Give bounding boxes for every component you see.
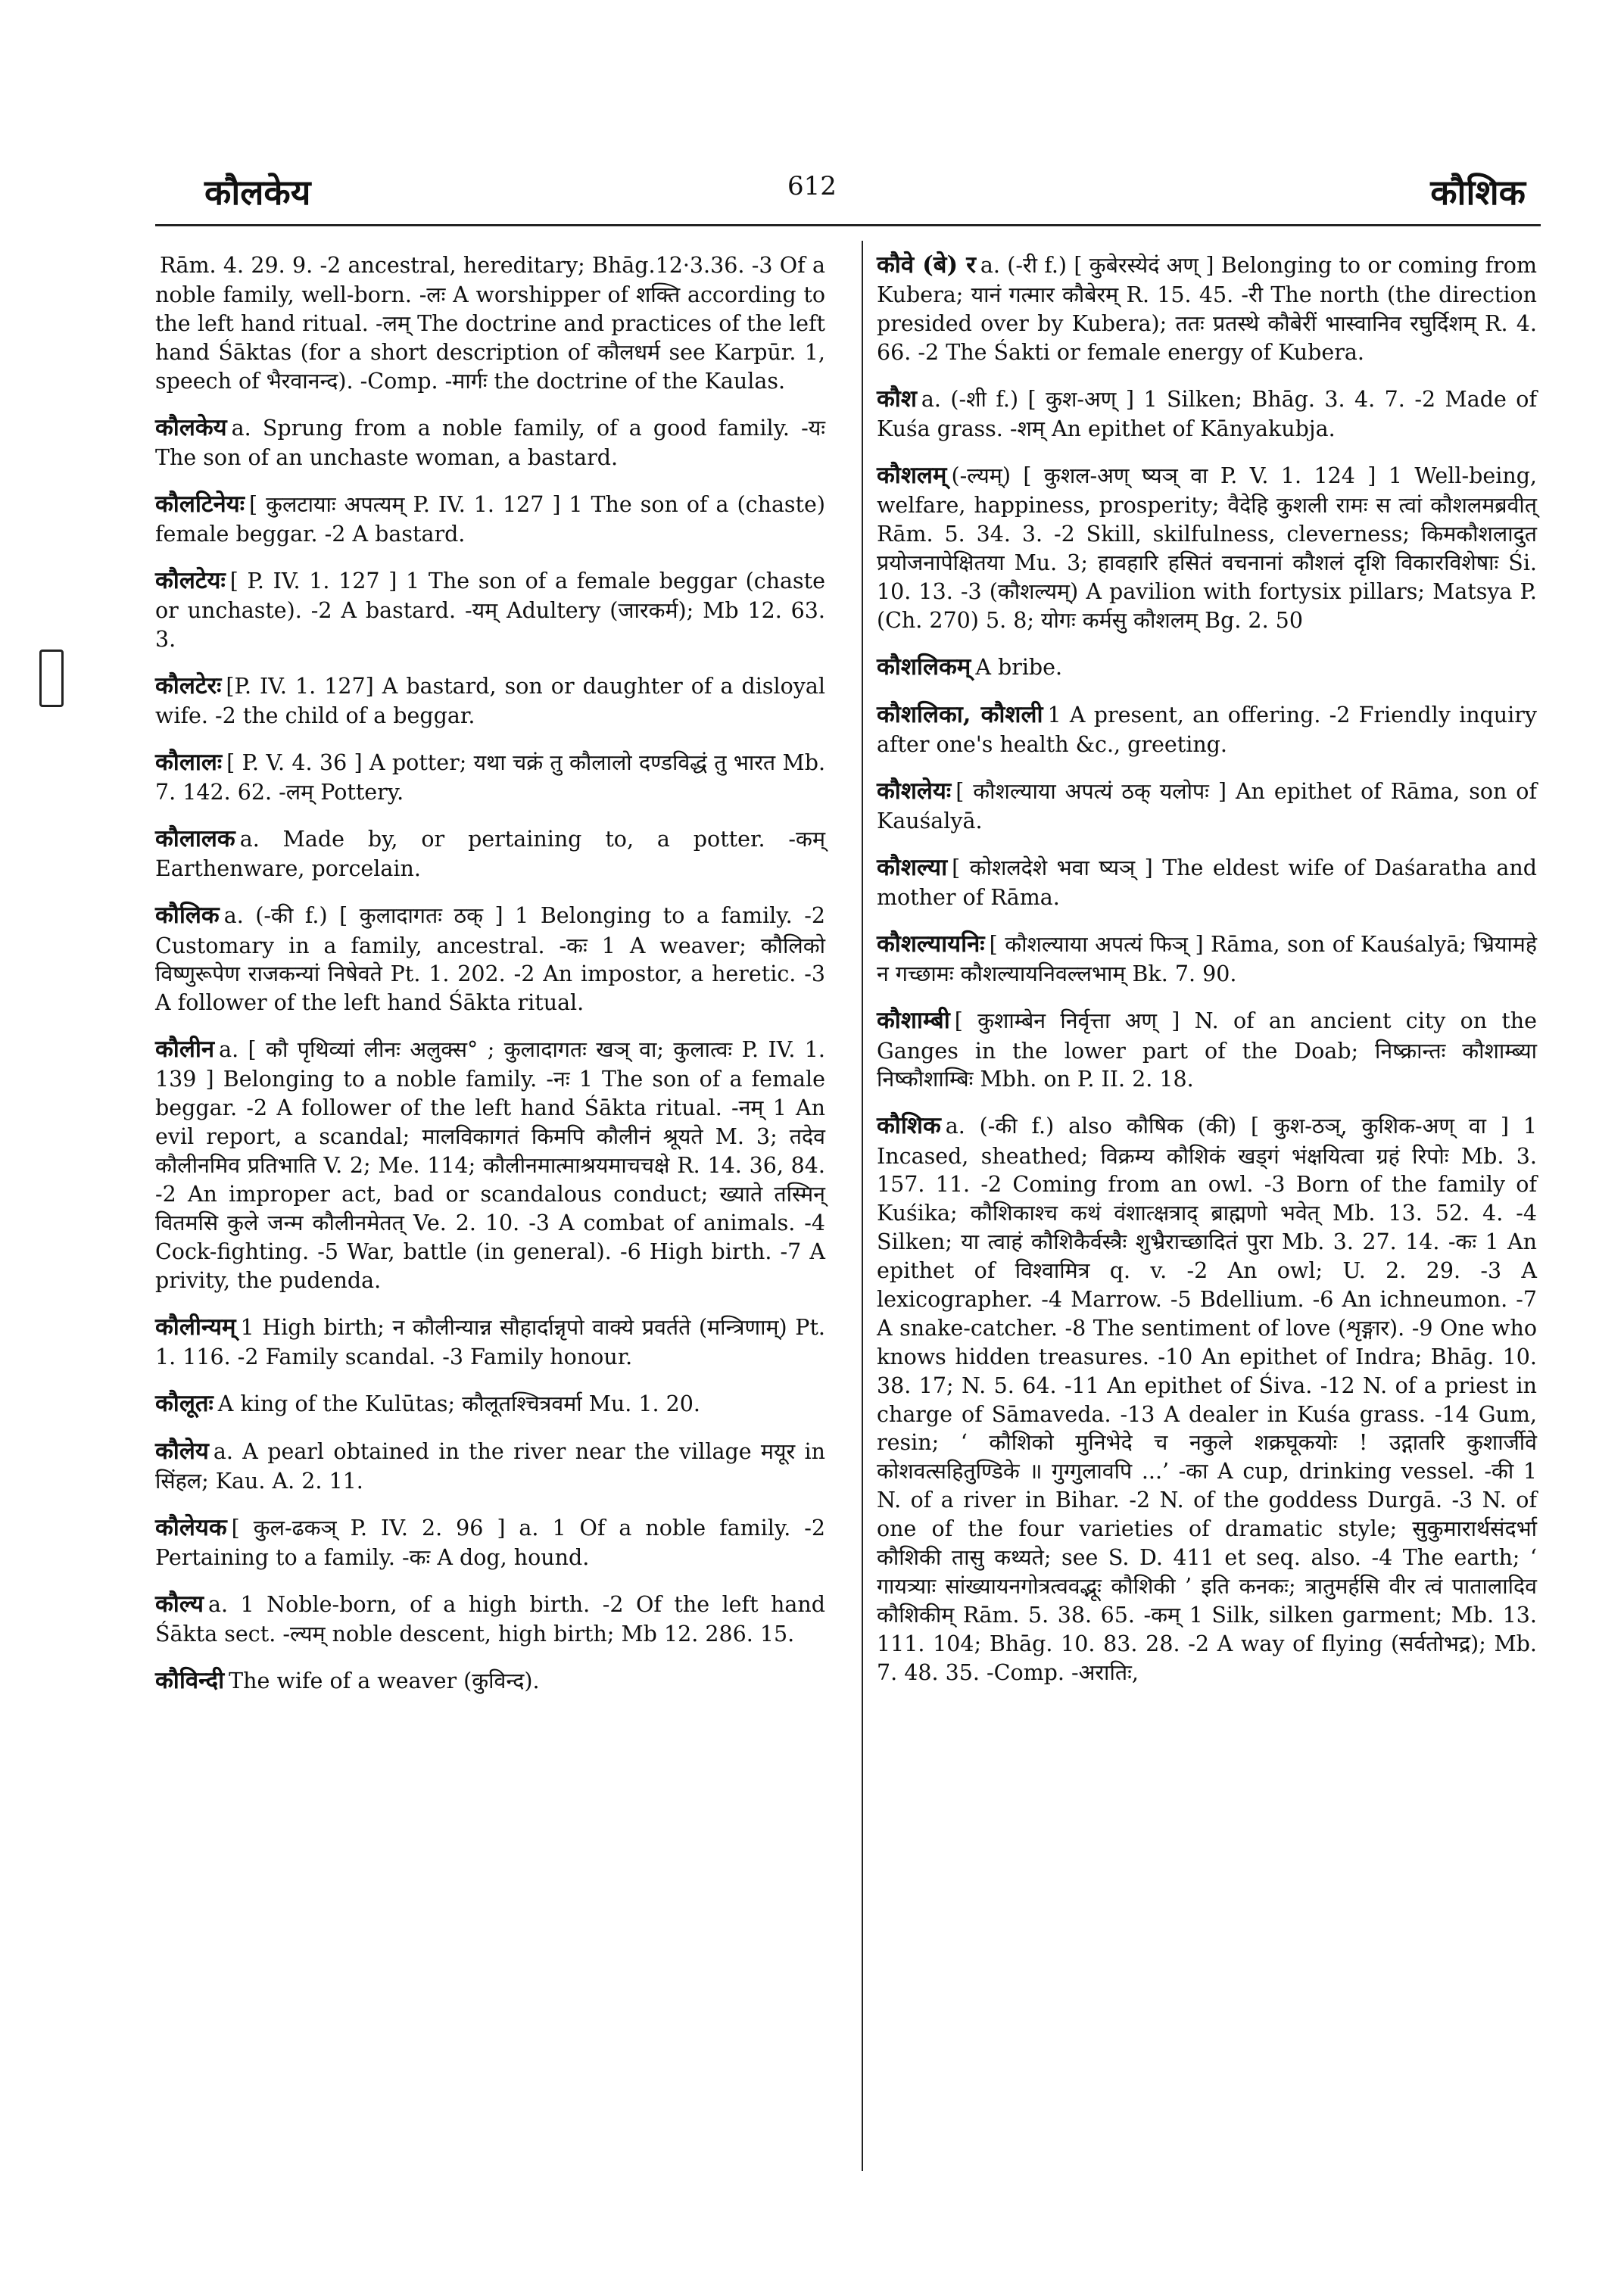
dictionary-entry: [877, 1005, 1537, 1094]
entry-definition: [ कोशलदेशे भवा ष्यञ् ] The eldest wife of Daśaratha and mother of Rāma.: [877, 855, 1537, 911]
dictionary-entry: [155, 1034, 825, 1294]
entry-definition: a. 1 Noble-born, of a high birth. -2 Of the left hand Śākta sect. -ल्यम् noble descent, high birth; Mb 12. 286. 15.: [155, 1592, 825, 1647]
dictionary-entry: [155, 671, 825, 731]
entry-definition: Rām. 4. 29. 9. -2 ancestral, hereditary; Bhāg.12·3.36. -3 Of a noble family, well-born. -लः A worshipper of शक्ति according to the left hand ritual. -लम् The doctrine and practices of the left hand Śāktas (for a short description of कौलधर्म see Karpūr. 1, speech of भैरवानन्द). -Comp. -मार्गः the doctrine of the Kaulas.: [155, 253, 825, 394]
entry-headword: कौशाम्बी: [877, 1007, 950, 1035]
entry-headword: कौलीन्यम्: [155, 1313, 236, 1341]
entry-definition: a. (-की f.) also कौषिक (की) [ कुश-ठञ्, कुशिक-अण् वा ] 1 Incased, sheathed; विक्रम्य कौशिकं खड्गं भंक्षयित्वा ग्रहं रिपोः Mb. 3. 157. 11. -2 Coming from an owl. -3 Born of the family of Kuśika; कौशिकाश्च कथं वंशात्क्षत्राद् ब्राह्मणो भवेत् Mb. 13. 52. 4. -4 Silken; या त्वाहं कौशिकैर्वस्त्रैः शुभ्रैराच्छादितं पुरा Mb. 3. 27. 14. -कः 1 An epithet of विश्वामित्र q. v. -2 An owl; U. 2. 29. -3 A lexicographer. -4 Marrow. -5 Bdellium. -6 An ichneumon. -7 A snake-catcher. -8 The sentiment of love (शृङ्गार). -9 One who knows hidden treasures. -10 An epithet of Indra; Bhāg. 10. 38. 17; N. 5. 64. -11 An epithet of Śiva. -12 N. of a priest in charge of Sāmaveda. -13 A dealer in Kuśa grass. -14 Gum, resin; ‘ कौशिको मुनिभेदे च नकुले शक्रघूकयोः ! उद्गातरि कुशार्जीवे कोशवत्सहितुण्डिके ॥ गुग्गुलावपि ...’ -का A cup, drinking vessel. -की 1 N. of a river in Bihar. -2 N. of the goddess Durgā. -3 N. of one of the four varieties of dramatic style; सुकुमारार्थसंदर्भा कौशिकी तासु कथ्यते; see S. D. 411 et seq. also. -4 The earth; ‘ गायत्र्याः सांख्यायनगोत्रत्ववद्भूः कौशिकी ’ इति कनकः; त्रातुमर्हसि वीर त्वं पातालादिव कौशिकीम् Rām. 5. 38. 65. -कम् 1 Silk, silken garment; Mb. 13. 111. 104; Bhāg. 10. 83. 28. -2 A way of flying (सर्वतोभद्र); Mb. 7. 48. 35. -Comp. -अरातिः,: [877, 1114, 1537, 1685]
entry-definition: [ P. V. 4. 36 ] A potter; यथा चक्रं तु कौलालो दण्डविद्धं तु भारत Mb. 7. 142. 62. -लम् Pottery.: [155, 750, 825, 805]
margin-mark-icon: [39, 650, 64, 707]
entry-definition: a. Sprung from a noble family, of a good family. -यः The son of an unchaste woman, a bastard.: [155, 415, 825, 470]
entry-definition: (-ल्यम्) [ कुशल-अण् ष्यञ् वा P. V. 1. 124 ] 1 Well-being, welfare, happiness, prosperity; वैदेहि कुशली रामः स त्वां कौशलमब्रवीत् Rām. 5. 34. 3. -2 Skill, skilfulness, cleverness; किमकौशलादुत प्रयोजनापेक्षितया Mu. 3; हावहारि हसितं वचनानां कौशलं दृशि विकारविशेषाः Śi. 10. 13. -3 (कौशल्यम्) A pavilion with fortysix pillars; Matsya P. (Ch. 270) 5. 8; योगः कर्मसु कौशलम् Bg. 2. 50: [877, 463, 1537, 633]
dictionary-entry: [155, 1436, 825, 1496]
page-header: [0, 0, 1624, 227]
entry-headword: कौलीन: [155, 1036, 215, 1064]
dictionary-entry: [877, 250, 1537, 367]
left-column: [155, 250, 825, 1713]
dictionary-entry: [155, 824, 825, 883]
entry-definition: a. A pearl obtained in the river near the village मयूर in सिंहल; Kau. A. 2. 11.: [155, 1438, 825, 1494]
entry-headword: कौशल्यायनिः: [877, 930, 985, 958]
entry-definition: [P. IV. 1. 127] A bastard, son or daughter of a disloyal wife. -2 the child of a beggar.: [155, 674, 825, 729]
dictionary-entry: [155, 489, 825, 549]
entry-headword: कौलेय: [155, 1437, 209, 1465]
dictionary-entry: [877, 384, 1537, 444]
entry-definition: a. (-शी f.) [ कुश-अण् ] 1 Silken; Bhāg. 3. 4. 7. -2 Made of Kuśa grass. -शम् An epithet of Kānyakubja.: [877, 386, 1537, 442]
dictionary-entry: [877, 852, 1537, 912]
entry-headword: कौलटेयः: [155, 567, 226, 594]
dictionary-entry: [877, 1111, 1537, 1687]
entry-definition: [ कुशाम्बेन निर्वृत्ता अण् ] N. of an ancient city on the Ganges in the lower part of the Doab; निष्क्रान्तः कौशाम्ब्या निष्कौशाम्बिः Mbh. on P. II. 2. 18.: [877, 1008, 1537, 1092]
entry-headword: कौविन्दी: [155, 1667, 225, 1695]
entry-headword: कौल्य: [155, 1590, 204, 1618]
dictionary-entry: [155, 1513, 825, 1572]
page-number: 612: [787, 171, 837, 201]
entry-headword: कौशलेयः: [877, 777, 952, 805]
entry-headword: कौलकेय: [155, 413, 227, 441]
dictionary-entry: [877, 652, 1537, 683]
dictionary-entry: [877, 776, 1537, 836]
dictionary-entry: [877, 929, 1537, 989]
dictionary-entry: [155, 565, 825, 654]
entry-headword: कौलटिनेयः: [155, 490, 245, 518]
dictionary-entry: [155, 250, 825, 396]
header-rule: [155, 224, 1541, 226]
entry-headword: कौशलिका, कौशली: [877, 700, 1043, 728]
entry-definition: A bribe.: [975, 654, 1063, 680]
entry-definition: a. [ कौ पृथिव्यां लीनः अलुक्स° ; कुलादागतः खञ् वा; कुलात्वः P. IV. 1. 139 ] Belonging to a noble family. -नः 1 The son of a female beggar. -2 A follower of the left hand Śākta ritual. -नम् 1 An evil report, a scandal; मालविकागतं किमपि कौलीनं श्रूयते M. 3; तदेव कौलीनमिव प्रतिभाति V. 2; Me. 114; कौलीनमात्माश्रयमाचचक्षे R. 14. 36, 84. -2 An improper act, bad or scandalous conduct; ख्याते तस्मिन् वितमसि कुले जन्म कौलीनमेतत् Ve. 2. 10. -3 A combat of animals. -4 Cock-fighting. -5 War, battle (in general). -6 High birth. -7 A privity, the pudenda.: [155, 1037, 825, 1293]
entry-headword: कौश: [877, 385, 917, 413]
entry-headword: कौवे (बे) र: [877, 251, 976, 279]
dictionary-entry: [155, 1665, 825, 1696]
entry-headword: कौशल्या: [877, 854, 948, 882]
entry-definition: a. (-री f.) [ कुबेरस्येदं अण् ] Belonging to or coming from Kubera; यानं गत्मार कौबेरम् R. 15. 45. -री The north (the direction presided over by Kubera); ततः प्रतस्थे कौबेरीं भास्वानिव रघुर्दिशम् R. 4. 66. -2 The Śakti or female energy of Kubera.: [877, 253, 1537, 365]
entry-definition: [ कौशल्याया अपत्यं ठक् यलोपः ] An epithet of Rāma, son of Kauśalyā.: [877, 779, 1537, 834]
entry-headword: कौलेयक: [155, 1514, 227, 1541]
column-divider: [862, 241, 863, 2171]
right-column: [877, 250, 1537, 1703]
entry-headword: कौशलम्: [877, 462, 947, 489]
dictionary-entry: [877, 699, 1537, 759]
entry-headword: कौशिक: [877, 1112, 941, 1140]
left-running-headword: कौलकेय: [204, 172, 311, 213]
entry-headword: कौलटेरः: [155, 672, 222, 699]
entry-definition: [ कुल-ढकञ् P. IV. 2. 96 ] a. 1 Of a noble family. -2 Pertaining to a family. -कः A dog, hound.: [155, 1516, 825, 1571]
entry-definition: 1 A present, an offering. -2 Friendly inquiry after one's health &c., greeting.: [877, 702, 1537, 758]
entry-definition: 1 High birth; न कौलीन्यान्न सौहार्दान्नृपो वाक्ये प्रवर्तते (मन्त्रिणाम्) Pt. 1. 116. -2 Family scandal. -3 Family honour.: [155, 1314, 825, 1369]
entry-headword: कौलिक: [155, 902, 220, 930]
dictionary-entry: [155, 1312, 825, 1372]
right-running-headword: कौशिक: [1430, 172, 1526, 213]
entry-headword: कौशलिकम्: [877, 653, 971, 681]
dictionary-entry: [155, 900, 825, 1017]
entry-definition: [ कौशल्याया अपत्यं फिञ् ] Rāma, son of Kauśalyā; भ्रियामहे न गच्छामः कौशल्यायनिवल्लभाम् Bk. 7. 90.: [877, 932, 1537, 987]
entry-definition: [ कुलटायाः अपत्यम् P. IV. 1. 127 ] 1 The son of a (chaste) female beggar. -2 A bastard.: [155, 491, 825, 547]
dictionary-entry: [155, 1388, 825, 1419]
entry-definition: [ P. IV. 1. 127 ] 1 The son of a female beggar (chaste or unchaste). -2 A bastard. -यम् Adultery (जारकर्म); Mb 12. 63. 3.: [155, 569, 825, 653]
entry-headword: कौलूतः: [155, 1389, 214, 1417]
entry-definition: a. (-की f.) [ कुलादागतः ठक् ] 1 Belonging to a family. -2 Customary in a family, ancestral. -कः 1 A weaver; कौलिको विष्णुरूपेण राजकन्यां निषेवते Pt. 1. 202. -2 An impostor, a heretic. -3 A follower of the left hand Śākta ritual.: [155, 903, 825, 1016]
dictionary-entry: [877, 460, 1537, 635]
dictionary-entry: [155, 747, 825, 807]
entry-definition: A king of the Kulūtas; कौलूतश्चित्रवर्मा Mu. 1. 20.: [217, 1391, 700, 1416]
entry-headword: कौलालः: [155, 749, 223, 777]
entry-definition: The wife of a weaver (कुविन्द).: [229, 1668, 540, 1694]
entry-headword: कौलालक: [155, 825, 235, 853]
entry-definition: a. Made by, or pertaining to, a potter. -कम् Earthenware, porcelain.: [155, 827, 825, 882]
dictionary-entry: [155, 1589, 825, 1649]
dictionary-entry: [155, 413, 825, 472]
